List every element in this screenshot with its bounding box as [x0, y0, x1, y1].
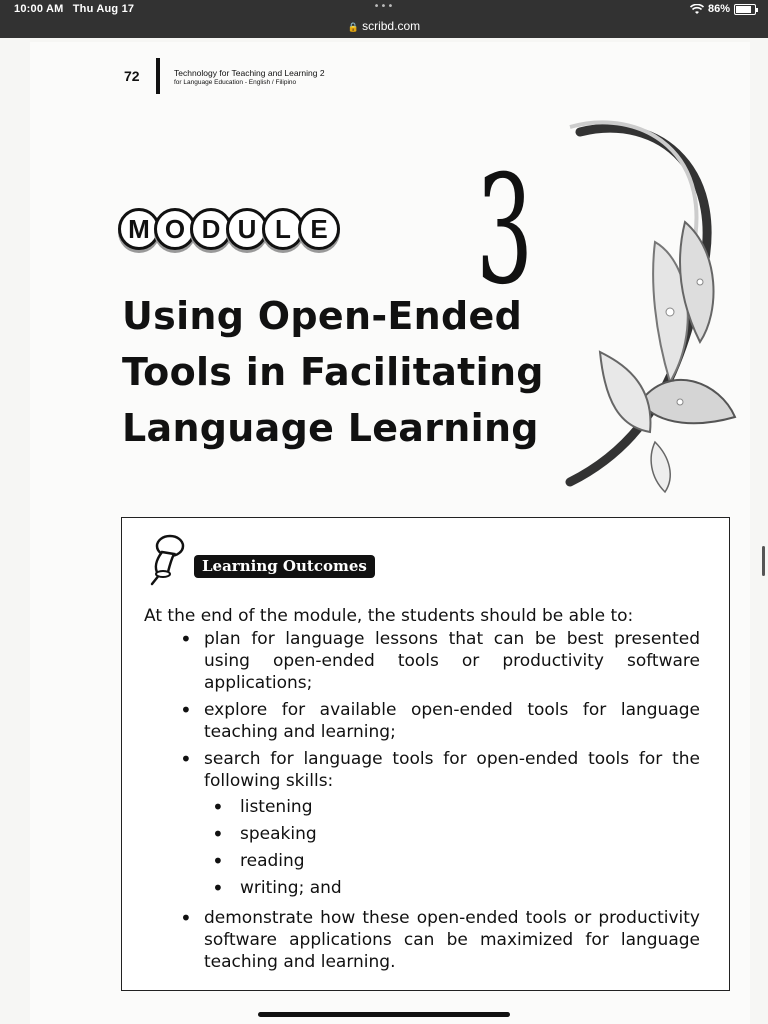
module-letter: E — [298, 208, 340, 250]
learning-outcomes-badge: Learning Outcomes — [194, 555, 375, 578]
status-date: Thu Aug 17 — [72, 3, 135, 15]
outcome-text: demonstrate how these open-ended tools or productivity software applications can be maximized for language teaching and learning. — [204, 908, 700, 972]
home-indicator[interactable] — [258, 1012, 510, 1017]
battery-icon — [734, 4, 756, 15]
skill-item: • speaking — [204, 821, 700, 848]
header-title: Technology for Teaching and Learning 2 — [174, 68, 325, 78]
skill-item: • reading — [204, 848, 700, 875]
module-label — [118, 208, 334, 250]
outcomes-list — [180, 628, 700, 978]
module-title-line: Tools in Facilitating — [122, 350, 544, 394]
header-divider — [156, 58, 160, 94]
url-bar[interactable] — [0, 19, 768, 33]
pushpin-icon — [144, 532, 186, 588]
module-letter: O — [154, 208, 196, 250]
status-time: 10:00 AM — [14, 3, 64, 15]
skill-item: • listening — [204, 794, 700, 821]
list-item — [180, 748, 700, 902]
scrollbar-handle[interactable] — [762, 546, 765, 576]
url-text: scribd.com — [362, 19, 421, 33]
battery-level — [736, 6, 751, 13]
module-title-line: Using Open-Ended — [122, 294, 523, 338]
page-number: 72 — [124, 68, 140, 84]
outcome-text: explore for available open-ended tools for language teaching and learning; — [204, 700, 700, 742]
module-number: 3 — [476, 144, 534, 318]
module-letter: U — [226, 208, 268, 250]
skills-list — [204, 794, 700, 902]
module-letter: D — [190, 208, 232, 250]
lock-icon: 🔒 — [347, 22, 360, 32]
list-item — [180, 907, 700, 973]
outcome-text: search for language tools for open-ended tools for the following skills: — [204, 749, 700, 791]
list-item — [180, 699, 700, 743]
list-item — [180, 628, 700, 694]
header-subtitle: for Language Education - English / Filipino — [174, 79, 297, 86]
outcome-text: plan for language lessons that can be best presented using open-ended tools or productivity software applications; — [204, 629, 700, 693]
wifi-icon — [690, 4, 704, 15]
vine-ornament — [560, 82, 750, 512]
outcomes-intro: At the end of the module, the students should be able to: — [144, 606, 634, 626]
more-dots-icon[interactable]: ••• — [373, 1, 395, 12]
learning-outcomes-box — [121, 517, 730, 991]
document-viewer[interactable] — [0, 38, 768, 1024]
skill-item: • writing; and — [204, 875, 700, 902]
running-header — [174, 68, 325, 88]
battery-percent: 86% — [707, 3, 730, 15]
module-letter: M — [118, 208, 160, 250]
browser-top-bar — [0, 0, 768, 38]
module-letter: L — [262, 208, 304, 250]
module-title-line: Language Learning — [122, 406, 539, 450]
status-right — [690, 3, 756, 15]
